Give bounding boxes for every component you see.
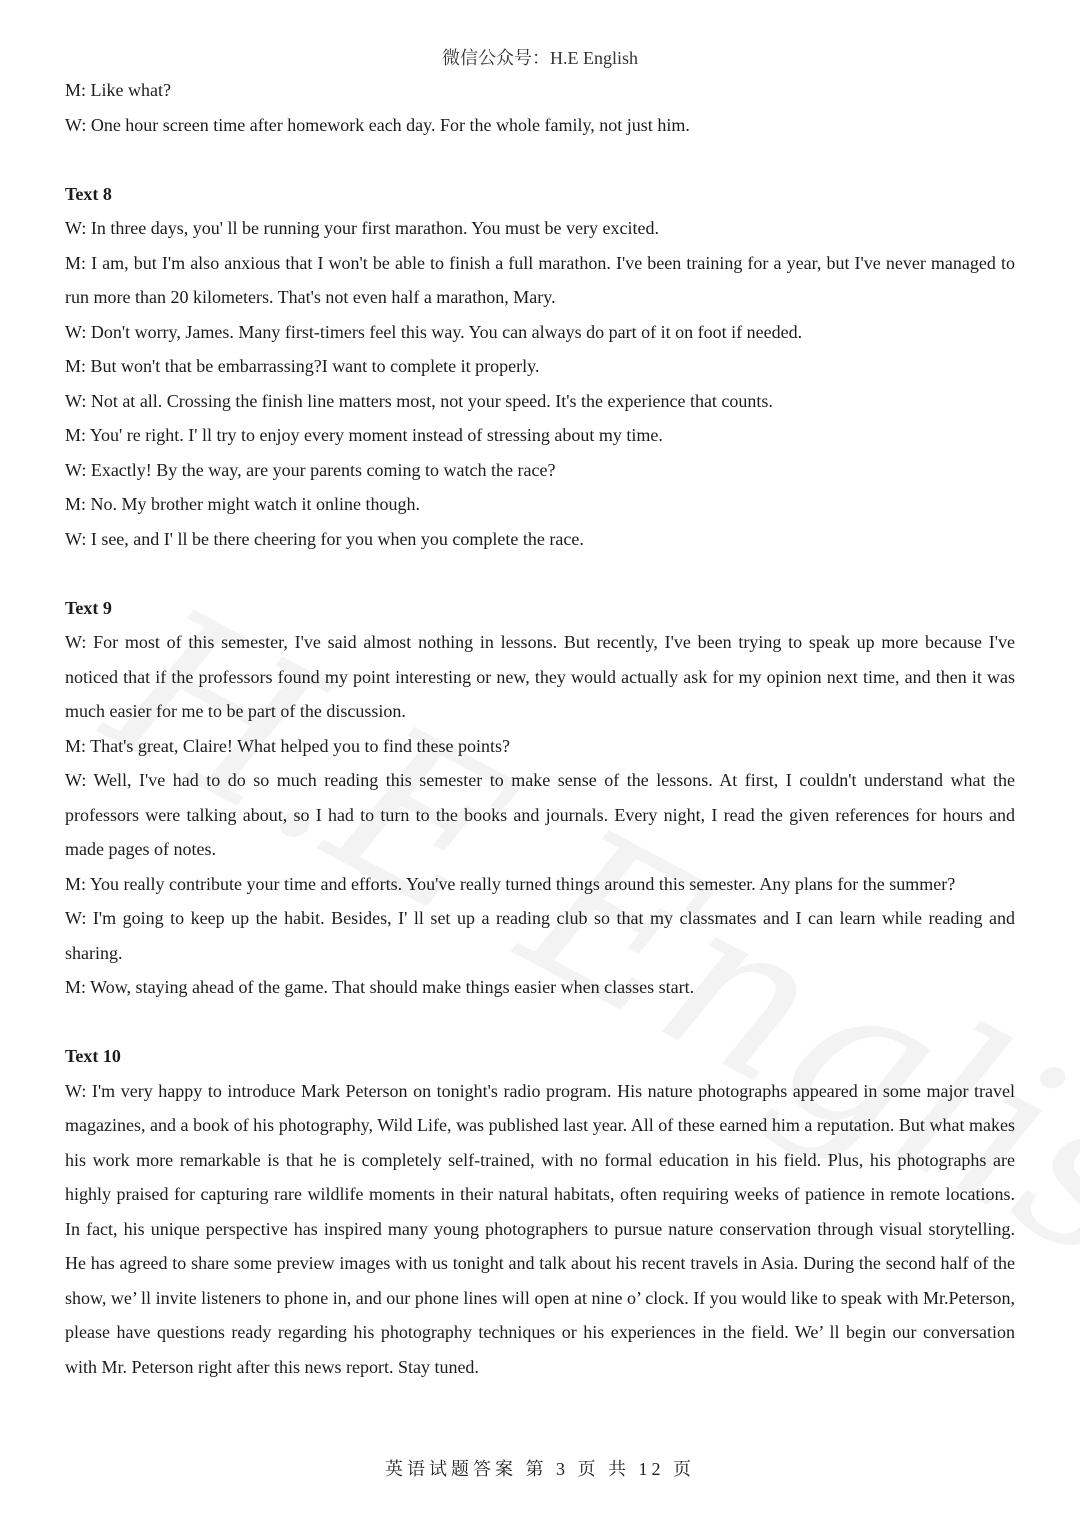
dialogue-line: W: In three days, you' ll be running your first marathon. You must be very excited. <box>65 218 659 238</box>
section-heading-text-8: Text 8 <box>65 183 112 204</box>
page-header: 微信公众号：H.E English <box>442 48 638 68</box>
dialogue-line: M: You really contribute your time and efforts. You've really turned things around this semester. Any plans for the summer? <box>65 873 956 894</box>
dialogue-line: M: But won't that be embarrassing?I want to complete it properly. <box>65 356 540 376</box>
section-gap <box>65 1005 1015 1040</box>
dialogue-line: W: One hour screen time after homework each day. For the whole family, not just him. <box>65 114 690 135</box>
dialogue-line: W: I see, and I' ll be there cheering for you when you complete the race. <box>65 528 584 549</box>
dialogue-line: M: That's great, Claire! What helped you to find these points? <box>65 735 510 756</box>
dialogue-line: W: Exactly! By the way, are your parents coming to watch the race? <box>65 459 556 480</box>
section-heading-text-9: Text 9 <box>65 597 112 618</box>
page-content <box>65 73 1015 1384</box>
page-footer: 英语试题答案 第 3 页 共 12 页 <box>385 1459 695 1479</box>
dialogue-line: W: Not at all. Crossing the finish line matters most, not your speed. It's the experience that counts. <box>65 390 773 411</box>
dialogue-line: M: I am, but I'm also anxious that I won't be able to finish a full marathon. I've been training for a year, but I've never managed to run more than 20 kilometers. That's not even half a marathon, Mary. <box>65 252 1015 307</box>
monologue-paragraph: W: I'm very happy to introduce Mark Peterson on tonight's radio program. His nature photographs appeared in some major travel magazines, and a book of his photography, Wild Life, was published last year. All of these earned him a reputation. But what makes his work more remarkable is that he is completely self-trained, with no formal education in his field. Plus, his photographs are highly praised for capturing rare wildlife moments in their natural habitats, often requiring weeks of patience in remote locations. In fact, his unique perspective has inspired many young photographers to pursue nature conservation through visual storytelling. He has agreed to share some preview images with us tonight and talk about his recent travels in Asia. During the second half of the show, we’ ll invite listeners to phone in, and our phone lines will open at nine o’ clock. If you would like to speak with Mr.Peterson, please have questions ready regarding his photography techniques or his experiences in the field. We’ ll begin our conversation with Mr. Peterson right after this news report. Stay tuned. <box>65 1080 1015 1377</box>
section-gap <box>65 556 1015 591</box>
section-heading-text-10: Text 10 <box>65 1046 121 1066</box>
section-gap <box>65 142 1015 177</box>
dialogue-line: W: I'm going to keep up the habit. Besides, I' ll set up a reading club so that my classmates and I can learn while reading and sharing. <box>65 908 1015 963</box>
dialogue-line: W: Well, I've had to do so much reading this semester to make sense of the lessons. At first, I couldn't understand what the professors were talking about, so I had to turn to the books and journals. Every night, I read the given references for hours and made pages of notes. <box>65 770 1015 859</box>
dialogue-line: M: Wow, staying ahead of the game. That should make things easier when classes start. <box>65 977 695 997</box>
dialogue-line: M: No. My brother might watch it online though. <box>65 494 420 514</box>
dialogue-line: M: You' re right. I' ll try to enjoy every moment instead of stressing about my time. <box>65 425 663 445</box>
dialogue-line: W: Don't worry, James. Many first-timers feel this way. You can always do part of it on foot if needed. <box>65 321 803 342</box>
dialogue-line: W: For most of this semester, I've said almost nothing in lessons. But recently, I've been trying to speak up more because I've noticed that if the professors found my point interesting or new, they would actually ask for my opinion next time, and then it was much easier for me to be part of the discussion. <box>65 632 1015 721</box>
dialogue-line: M: Like what? <box>65 80 171 100</box>
